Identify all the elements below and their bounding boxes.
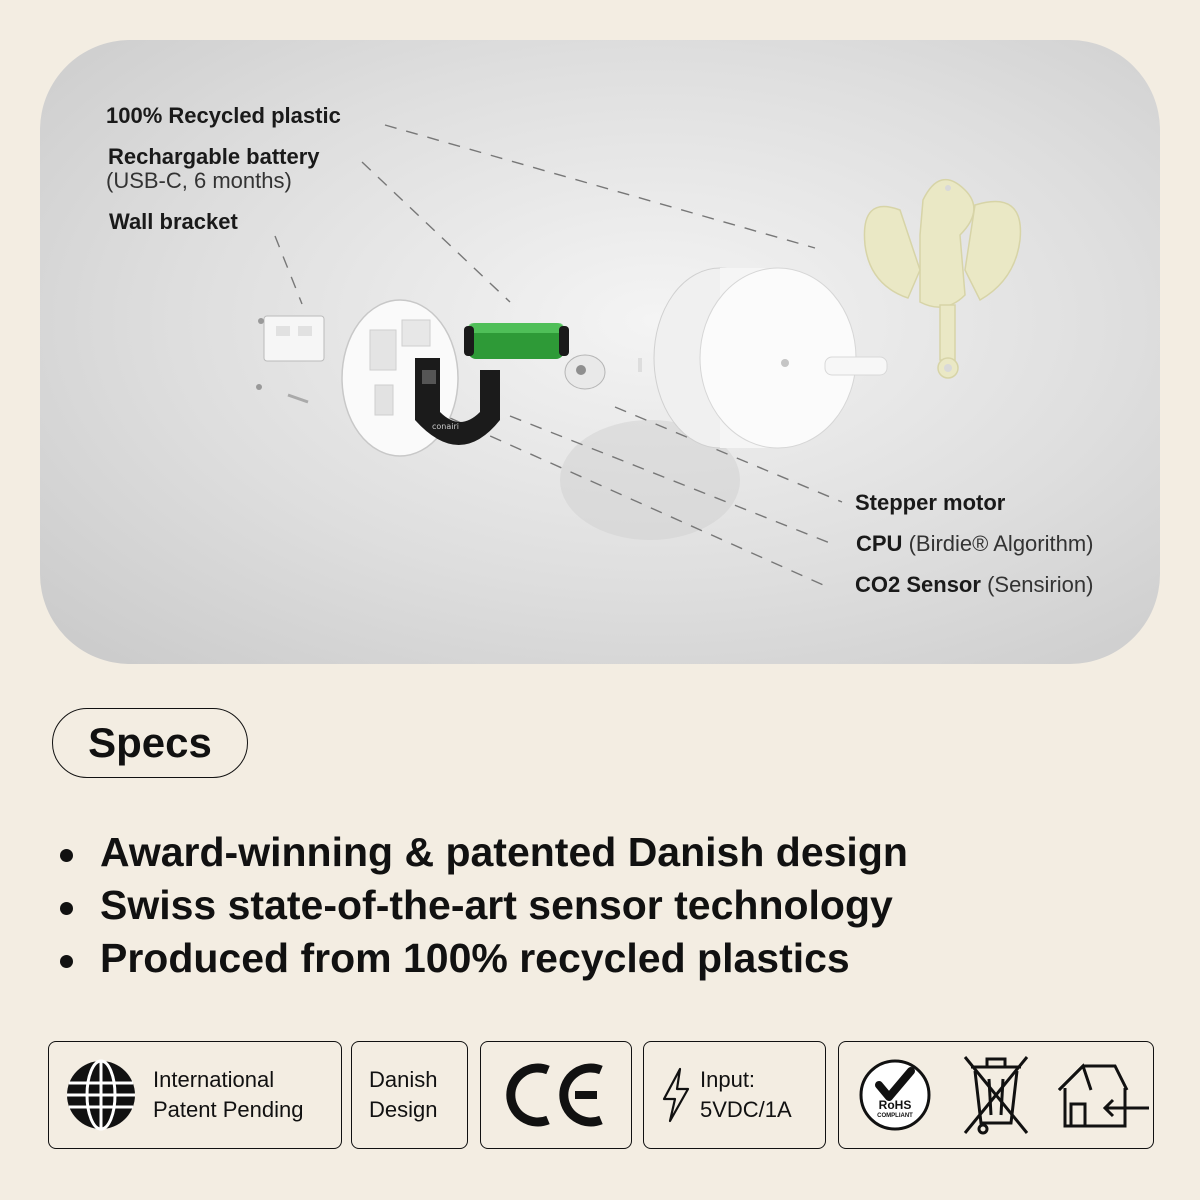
label-co2-sensor: CO2 Sensor (Sensirion) xyxy=(855,572,1094,597)
label-cpu: CPU (Birdie® Algorithm) xyxy=(856,531,1094,556)
danish-line-2: Design xyxy=(369,1097,438,1122)
exploded-diagram xyxy=(40,40,1160,664)
compliance-badge xyxy=(838,1041,1154,1149)
indoor-house-icon xyxy=(1053,1060,1151,1130)
danish-design-badge xyxy=(351,1041,468,1149)
input-power-badge xyxy=(643,1041,826,1149)
rohs-check-icon xyxy=(857,1057,933,1133)
label-battery-detail: (USB-C, 6 months) xyxy=(106,168,292,193)
globe-icon xyxy=(63,1057,139,1133)
danish-line-1: Danish xyxy=(369,1067,438,1092)
patent-line-1: International xyxy=(153,1067,275,1092)
svg-text:conairi: conairi xyxy=(432,422,459,431)
list-item: Swiss state-of-the-art sensor technology xyxy=(60,879,908,932)
stepper-motor-part xyxy=(565,355,605,389)
list-item: Award-winning & patented Danish design xyxy=(60,826,908,879)
front-cover-part xyxy=(638,268,887,448)
label-recycled-plastic: 100% Recycled plastic xyxy=(106,103,341,128)
wall-bracket-part xyxy=(256,316,324,402)
label-wall-bracket: Wall bracket xyxy=(109,209,238,234)
label-battery: Rechargable battery xyxy=(108,144,320,169)
patent-badge xyxy=(48,1041,342,1149)
rohs-icon xyxy=(857,1057,933,1133)
list-item: Produced from 100% recycled plastics xyxy=(60,932,908,985)
input-label: Input: xyxy=(700,1067,756,1092)
ce-badge xyxy=(480,1041,632,1149)
patent-line-2: Patent Pending xyxy=(153,1097,304,1122)
rohs-label: RoHS xyxy=(878,1098,912,1112)
spec-bullet-list xyxy=(60,826,908,985)
rohs-compliant-label: COMPLIANT xyxy=(877,1113,913,1119)
product-exploded-view xyxy=(40,40,1160,664)
input-value: 5VDC/1A xyxy=(700,1097,792,1122)
lightning-icon xyxy=(660,1067,692,1123)
specs-heading: Specs xyxy=(52,708,248,778)
weee-crossed-bin-icon xyxy=(961,1053,1031,1137)
bird-part xyxy=(864,180,1020,378)
battery-part xyxy=(464,323,569,359)
label-stepper-motor: Stepper motor xyxy=(855,490,1006,515)
ce-mark-icon xyxy=(501,1060,611,1130)
